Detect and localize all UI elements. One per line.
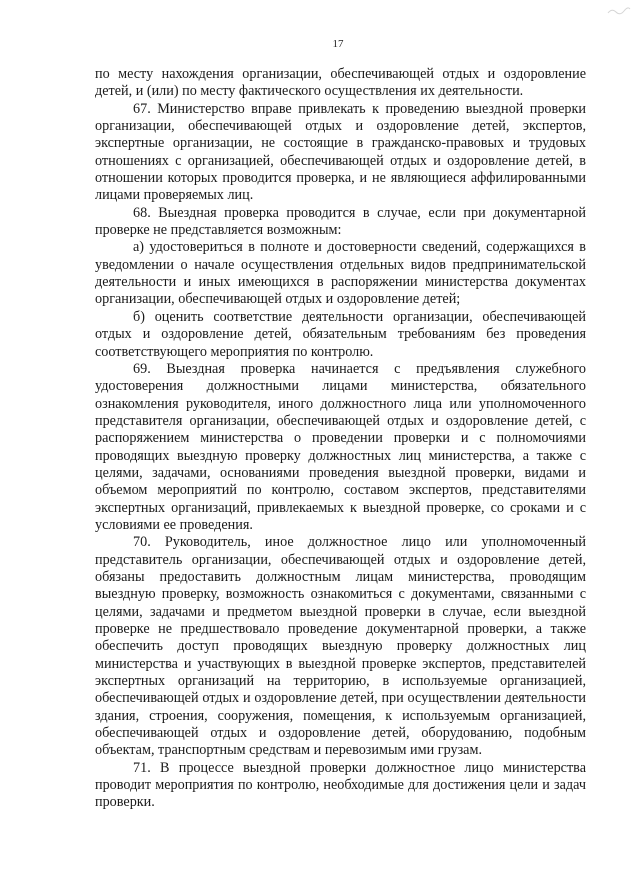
- scan-artifact-mark: [606, 6, 632, 16]
- paragraph-68: 68. Выездная проверка проводится в случае, если при документарной проверке не представляется возможным:: [95, 204, 586, 239]
- paragraph-67: 67. Министерство вправе привлекать к проведению выездной проверки организации, обеспечивающей отдых и оздоровление детей, экспертов, экспертные организации, не состоящие в гражданско-правовых и трудовых отношениях с организацией, обеспечивающей отдых и оздоровление детей, в отношении которых проводится проверка, и не являющиеся аффилированными лицами проверяемых лиц.: [95, 100, 586, 204]
- paragraph-68-a: а) удостовериться в полноте и достоверности сведений, содержащихся в уведомлении о начале осуществления отдельных видов предпринимательской деятельности и иных имеющихся в распоряжении министерства документах организации, обеспечивающей отдых и оздоровление детей;: [95, 239, 586, 308]
- paragraph-68-b: б) оценить соответствие деятельности организации, обеспечивающей отдых и оздоровление детей, обязательным требованиям без проведения соответствующего мероприятия по контролю.: [95, 308, 586, 360]
- paragraph-70: 70. Руководитель, иное должностное лицо или уполномоченный представитель организации, обеспечивающей отдых и оздоровление детей, обязаны предоставить должностным лицам министерства, проводящим выездную проверку, возможность ознакомиться с документами, связанными с целями, задачами и предметом выездной проверки в случае, если выездной проверке не предшествовало проведение документарной проверки, а также обеспечить доступ проводящих выездную проверку должностных лиц министерства и участвующих в выездной проверке экспертов, представителей экспертных организаций на территорию, в используемые организацией, обеспечивающей отдых и оздоровление детей, при осуществлении деятельности здания, строения, сооружения, помещения, к используемым организацией, обеспечивающей отдых и оздоровление детей, оборудованию, подобным объектам, транспортным средствам и перевозимым ими грузам.: [95, 534, 586, 759]
- paragraph-69: 69. Выездная проверка начинается с предъявления служебного удостоверения должностными лицами министерства, обязательного ознакомления руководителя, иного должностного лица или уполномоченного представителя организации, обеспечивающей отдых и оздоровление детей, с распоряжением министерства о проведении проверки и с полномочиями проводящих выездную проверку должностных лиц министерства, а также с целями, задачами, основаниями проведения выездной проверки, видами и объемом мероприятий по контролю, составом экспертов, представителями экспертных организаций, привлекаемых к выездной проверке, со сроками и с условиями ее проведения.: [95, 360, 586, 533]
- paragraph-71: 71. В процессе выездной проверки должностное лицо министерства проводит мероприятия по контролю, необходимые для достижения цели и задач проверки.: [95, 759, 586, 811]
- paragraph-continuation: по месту нахождения организации, обеспечивающей отдых и оздоровление детей, и (или) по месту фактического осуществления их деятельности.: [95, 66, 586, 100]
- page-number: 17: [332, 38, 344, 50]
- document-body: [95, 66, 586, 812]
